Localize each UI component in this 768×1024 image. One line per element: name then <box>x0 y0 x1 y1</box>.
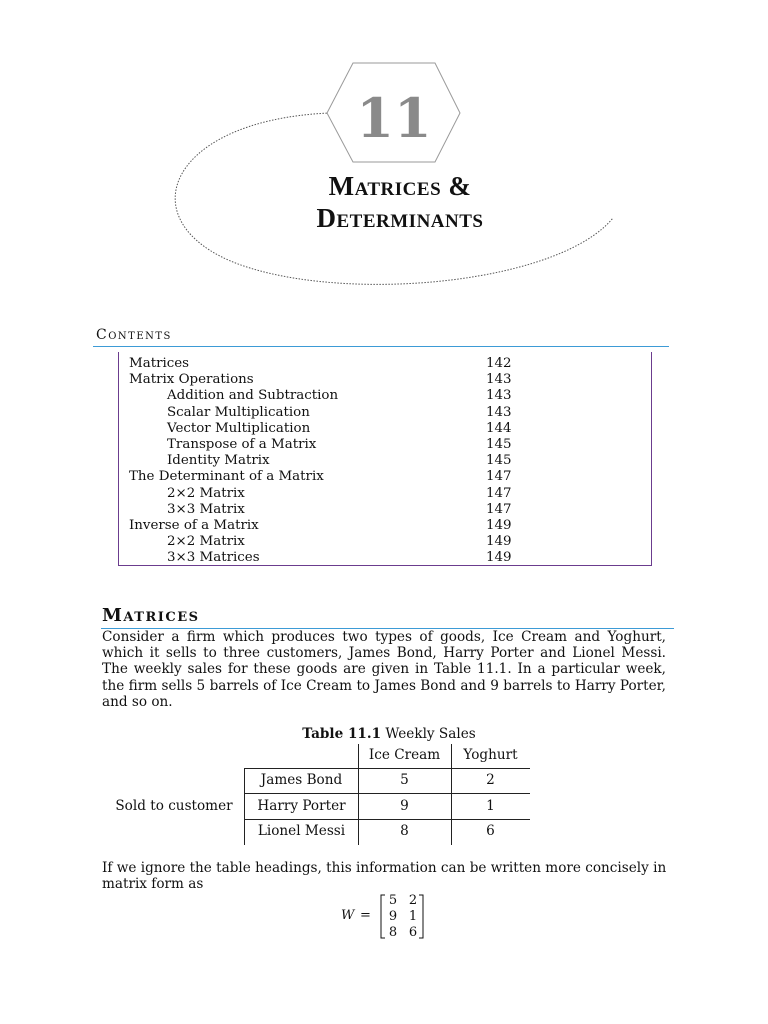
table-row-name: Harry Porter <box>257 798 346 814</box>
table-caption <box>244 726 534 742</box>
matrix-brackets <box>376 893 430 941</box>
toc-entry-title: The Determinant of a Matrix <box>129 469 324 485</box>
toc-entry-title: 2×2 Matrix <box>167 534 245 550</box>
table-cell: 8 <box>400 823 409 839</box>
toc-entry-page: 145 <box>486 437 512 452</box>
chapter-title <box>200 170 600 234</box>
section-heading: Matrices <box>102 605 200 626</box>
left-bracket <box>381 895 385 938</box>
contents-heading: Contents <box>96 327 172 343</box>
toc-entry <box>119 437 651 453</box>
column-header-ice-cream: Ice Cream <box>368 747 441 763</box>
toc-entry-page: 143 <box>486 388 512 404</box>
matrix-entry: 1 <box>408 909 418 924</box>
toc-entry-page: 144 <box>486 420 512 436</box>
matrix-entry: 8 <box>388 925 398 940</box>
toc-entry-title: Inverse of a Matrix <box>129 518 259 533</box>
column-header-yoghurt: Yoghurt <box>463 747 518 763</box>
table-cell: 1 <box>486 798 495 814</box>
toc-entry <box>119 518 651 534</box>
table-cell: 9 <box>400 798 409 814</box>
toc-entry-page: 147 <box>486 469 512 485</box>
toc-entry-title: Matrices <box>129 356 190 371</box>
toc-entry-title: Scalar Multiplication <box>167 404 310 420</box>
toc-entry-page: 149 <box>486 518 512 533</box>
toc-entry-page: 142 <box>486 356 512 371</box>
contents-list <box>118 352 652 566</box>
toc-entry-title: 3×3 Matrix <box>167 501 245 517</box>
table-row-name: James Bond <box>260 772 343 788</box>
toc-entry-page: 145 <box>486 453 512 469</box>
toc-entry-title: 2×2 Matrix <box>167 485 245 501</box>
toc-entry <box>119 372 651 388</box>
matrix-paragraph: If we ignore the table headings, this information can be written more concisely in matrix form as <box>102 860 667 893</box>
matrix-entry: 2 <box>408 893 418 908</box>
toc-entry-title: Identity Matrix <box>167 453 270 469</box>
table-caption-label: Table 11.1 <box>302 726 382 742</box>
toc-entry <box>119 405 651 421</box>
toc-entry-page: 149 <box>486 534 512 550</box>
table-caption-text: Weekly Sales <box>385 726 476 742</box>
toc-entry <box>119 388 651 404</box>
toc-entry-page: 143 <box>486 372 512 388</box>
matrix-entry: 5 <box>388 893 398 908</box>
matrix-entry: 9 <box>388 909 398 924</box>
chapter-title-line2: Determinants <box>316 203 484 233</box>
table-cell: 5 <box>400 772 409 788</box>
toc-entry <box>119 502 651 518</box>
toc-entry-title: 3×3 Matrices <box>167 550 260 566</box>
table-cell: 6 <box>486 823 495 839</box>
matrix-entry: 6 <box>408 925 418 940</box>
table-cell: 2 <box>486 772 495 788</box>
contents-divider <box>93 346 669 347</box>
toc-entry-title: Matrix Operations <box>129 372 254 388</box>
matrix-label: W <box>341 908 355 923</box>
toc-entry <box>119 550 651 566</box>
intro-paragraph: Consider a firm which produces two types of goods, Ice Cream and Yoghurt, which it sells to three customers, James Bond, Harry Porter and Lionel Messi. The weekly sales for these goods are given in Table 11.1. In a particular week, the firm sells 5 barrels of Ice Cream to James Bond and 9 barrels to Harry Porter, and so on. <box>102 629 666 710</box>
matrix-equals: = <box>360 908 371 923</box>
toc-entry <box>119 534 651 550</box>
chapter-number: 11 <box>356 86 432 150</box>
toc-entry <box>119 469 651 485</box>
toc-entry-page: 147 <box>486 501 512 517</box>
toc-entry-page: 149 <box>486 550 512 566</box>
table-row-name: Lionel Messi <box>257 823 346 839</box>
toc-entry-title: Vector Multiplication <box>167 420 311 436</box>
row-group-label: Sold to customer <box>115 798 233 814</box>
toc-entry <box>119 356 651 372</box>
chapter-title-line1: Matrices & <box>328 171 472 201</box>
toc-entry <box>119 486 651 502</box>
toc-entry <box>119 421 651 437</box>
toc-entry <box>119 453 651 469</box>
toc-entry-title: Transpose of a Matrix <box>167 437 317 452</box>
toc-entry-page: 147 <box>486 485 512 501</box>
toc-entry-title: Addition and Subtraction <box>167 388 339 404</box>
toc-entry-page: 143 <box>486 404 512 420</box>
